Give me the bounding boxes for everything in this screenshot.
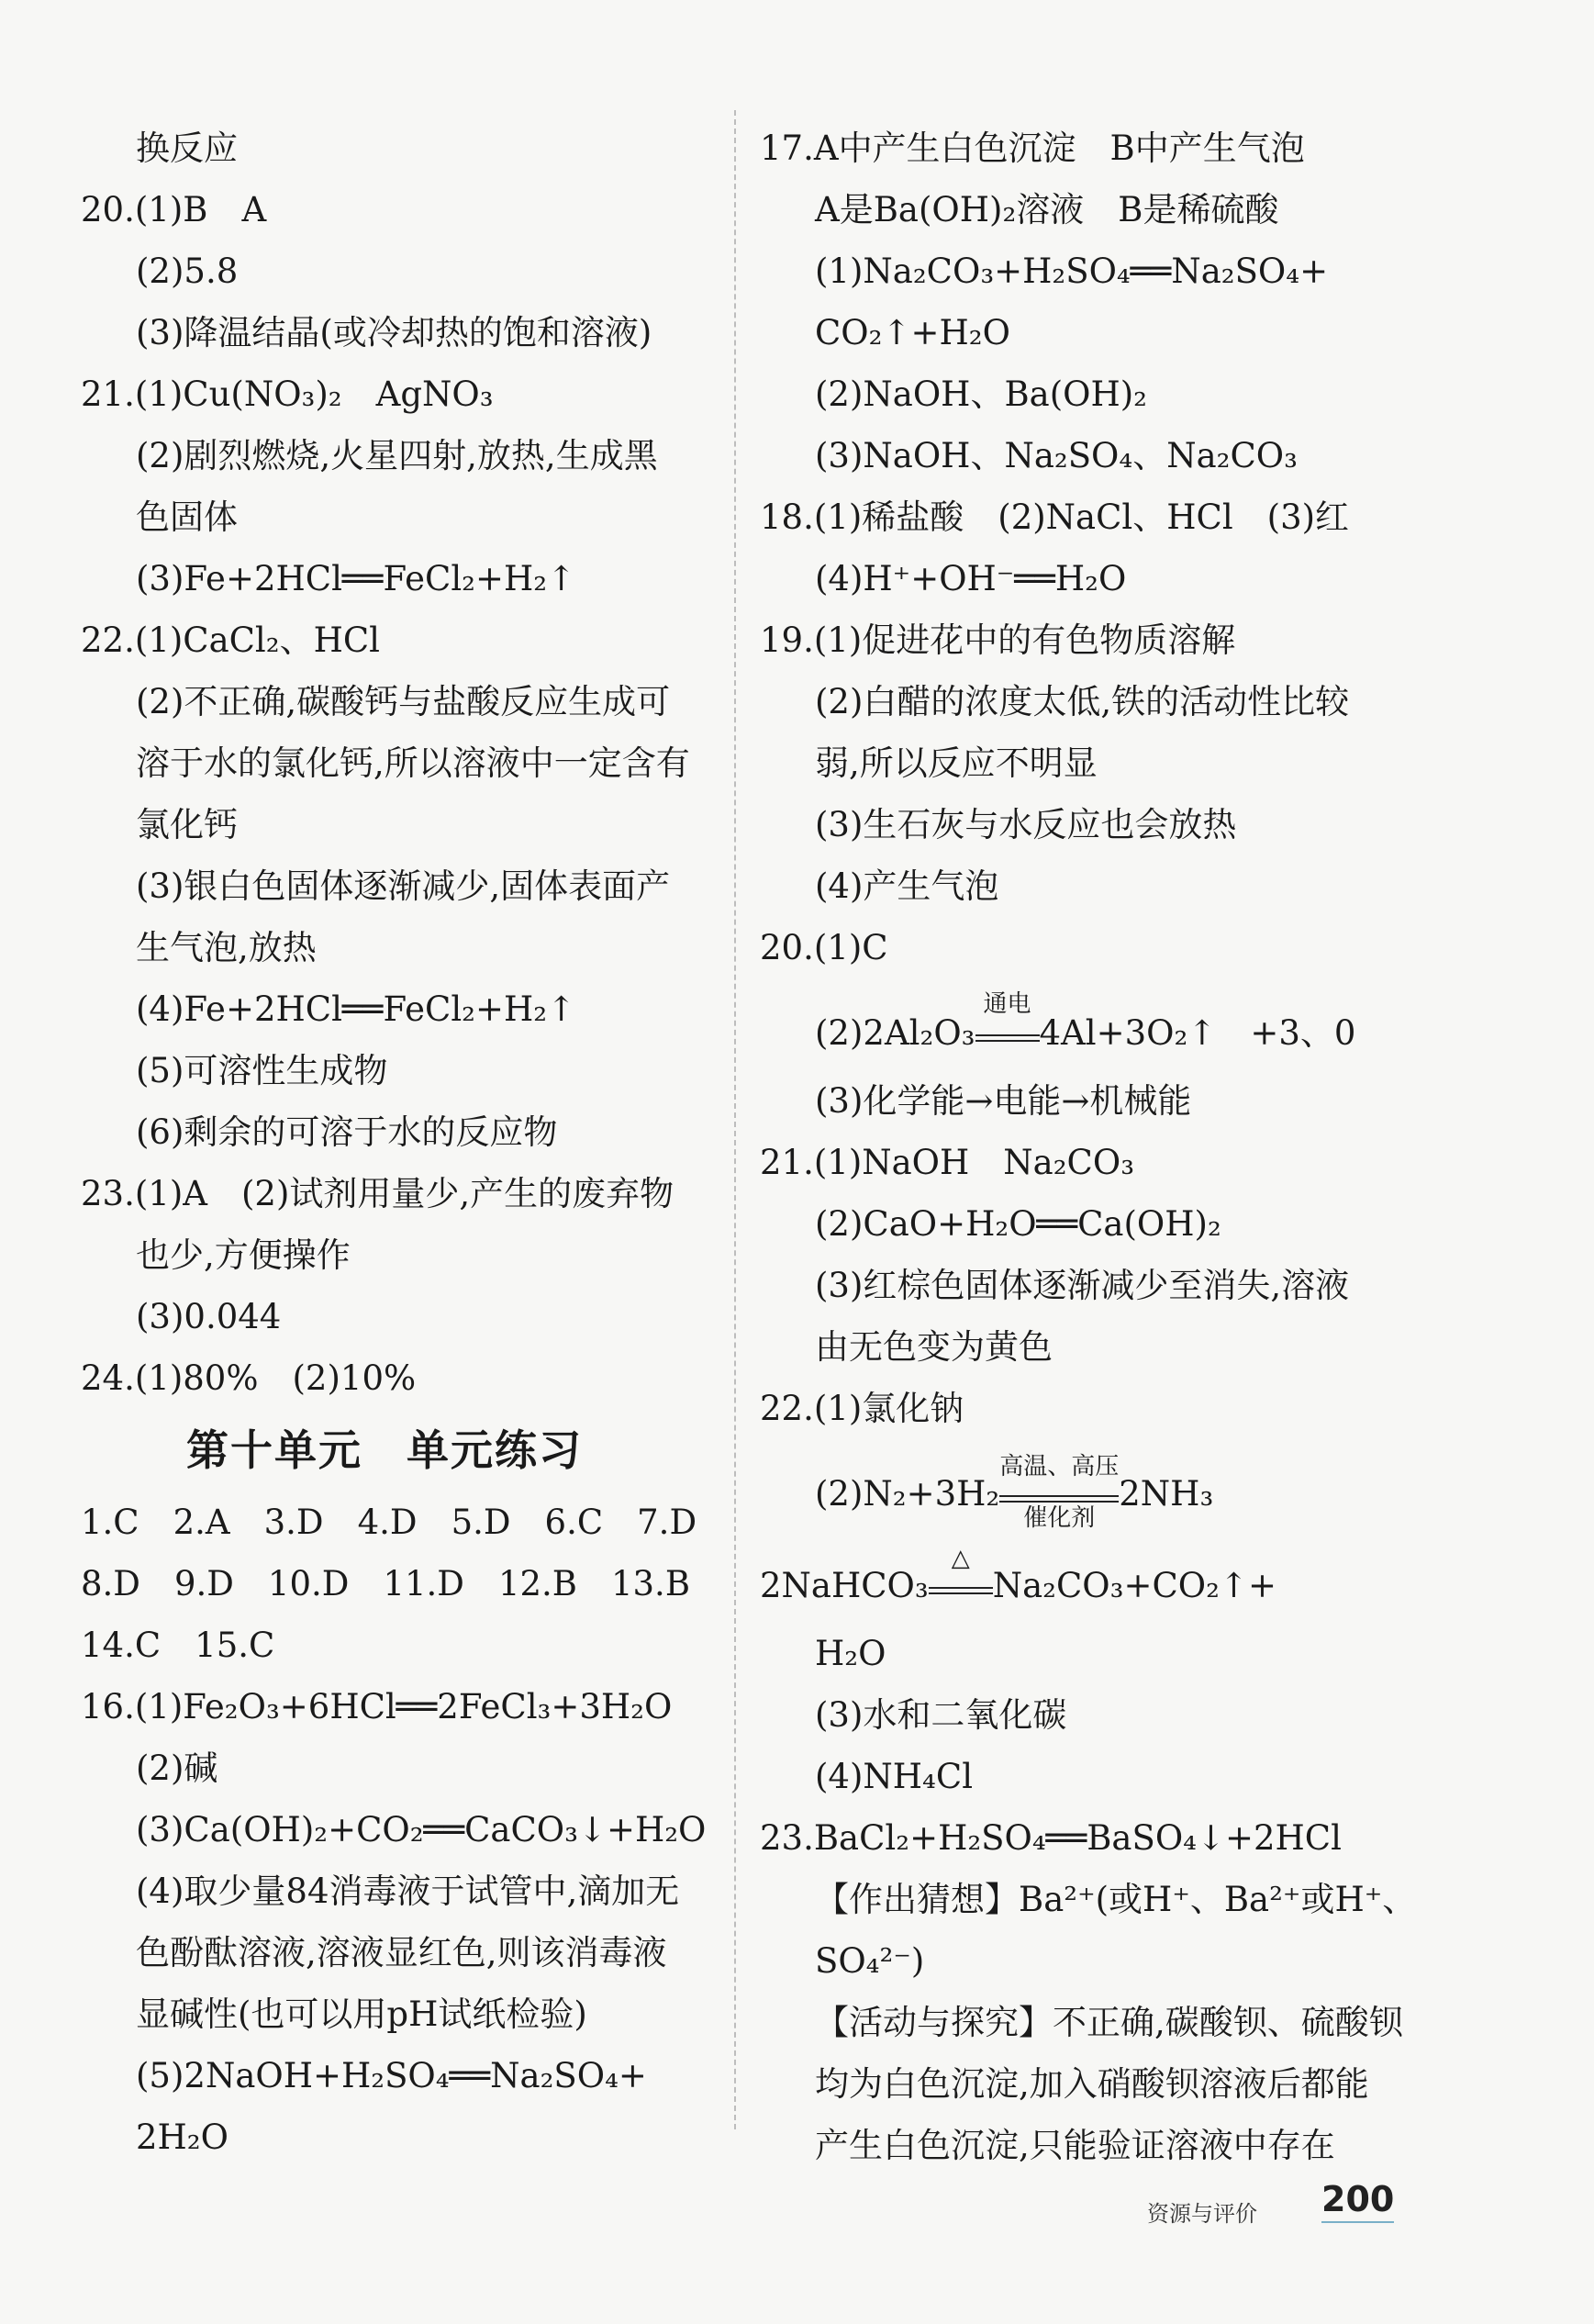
answer-line: (5)2NaOH+H₂SO₄══Na₂SO₄+ — [136, 2056, 647, 2095]
answer-line: 溶于水的氯化钙,所以溶液中一定含有 — [136, 743, 690, 783]
answer-line: 8.D 9.D 10.D 11.D 12.B 13.B — [81, 1564, 691, 1603]
equation-lhs: (2)N₂+3H₂ — [815, 1474, 1000, 1514]
answer-line: (3)生石灰与水反应也会放热 — [815, 805, 1237, 844]
equation-rhs: Na₂CO₃+CO₂↑+ — [992, 1566, 1276, 1605]
equation-20-2 — [760, 978, 1421, 1070]
equation-lhs: 2NaHCO₃ — [760, 1566, 929, 1605]
answer-line: 18.(1)稀盐酸 (2)NaCl、HCl (3)红 — [760, 497, 1350, 537]
answer-line: 23.BaCl₂+H₂SO₄══BaSO₄↓+2HCl — [760, 1818, 1342, 1858]
equation-lhs: (2)2Al₂O₃ — [815, 1013, 975, 1053]
column-divider — [734, 110, 736, 2129]
answer-line: (3)0.044 — [136, 1297, 282, 1336]
answer-line: (4)Fe+2HCl══FeCl₂+H₂↑ — [136, 989, 576, 1029]
answer-line: (2)剧烈燃烧,火星四射,放热,生成黑 — [136, 436, 658, 475]
answer-line: (3)银白色固体逐渐减少,固体表面产 — [136, 866, 671, 906]
answer-line: 21.(1)Cu(NO₃)₂ AgNO₃ — [81, 374, 494, 414]
answer-line: 【作出猜想】Ba²⁺(或H⁺、Ba²⁺或H⁺、 — [815, 1880, 1417, 1919]
answer-line: CO₂↑+H₂O — [815, 313, 1010, 352]
answer-line: (2)白醋的浓度太低,铁的活动性比较 — [815, 682, 1350, 721]
equation-22-2 — [760, 1439, 1421, 1531]
answer-line: 1.C 2.A 3.D 4.D 5.D 6.C 7.D — [81, 1503, 697, 1542]
answer-line: 19.(1)促进花中的有色物质溶解 — [760, 620, 1236, 660]
equation-22-2b — [760, 1531, 1421, 1623]
answer-line: 2H₂O — [136, 2117, 229, 2157]
answer-line: 均为白色沉淀,加入硝酸钡溶液后都能 — [815, 2064, 1369, 2104]
answer-line: 20.(1)B A — [81, 190, 267, 229]
answer-line: 24.(1)80% (2)10% — [81, 1358, 417, 1398]
answer-line: 17.A中产生白色沉淀 B中产生气泡 — [760, 128, 1305, 168]
answer-line: H₂O — [815, 1634, 886, 1673]
answer-line: (2)CaO+H₂O══Ca(OH)₂ — [815, 1204, 1221, 1244]
answer-line: 20.(1)C — [760, 928, 888, 967]
answer-line: 显碱性(也可以用pH试纸检验) — [136, 1994, 587, 2034]
section-title: 第十单元 单元练习 — [186, 1425, 583, 1475]
answer-line: (2)不正确,碳酸钙与盐酸反应生成可 — [136, 682, 671, 721]
answer-line: (6)剩余的可溶于水的反应物 — [136, 1112, 558, 1152]
answer-line: (2)5.8 — [136, 251, 239, 291]
answer-line: (3)化学能→电能→机械能 — [815, 1081, 1192, 1121]
answer-line: 16.(1)Fe₂O₃+6HCl══2FeCl₃+3H₂O — [81, 1687, 673, 1726]
answer-line: (3)NaOH、Na₂SO₄、Na₂CO₃ — [815, 436, 1298, 475]
answer-line: 也少,方便操作 — [136, 1235, 351, 1275]
answer-line: SO₄²⁻) — [815, 1941, 925, 1981]
answer-line: (3)降温结晶(或冷却热的饱和溶液) — [136, 313, 652, 352]
equation-rhs: 4Al+3O₂↑ +3、0 — [1039, 1013, 1356, 1053]
answer-line: 14.C 15.C — [81, 1626, 275, 1665]
answer-line: (4)产生气泡 — [815, 866, 999, 906]
answer-line: A是Ba(OH)₂溶液 B是稀硫酸 — [815, 190, 1279, 229]
answer-line: 产生白色沉淀,只能验证溶液中存在 — [815, 2126, 1335, 2165]
answer-line: (2)碱 — [136, 1749, 218, 1788]
reaction-condition: △ — [929, 1583, 993, 1594]
answer-line: 生气泡,放热 — [136, 928, 317, 967]
equation-rhs: 2NH₃ — [1119, 1474, 1214, 1514]
answer-line: (3)Ca(OH)₂+CO₂══CaCO₃↓+H₂O — [136, 1810, 707, 1849]
right-column — [760, 117, 1421, 2176]
left-column — [81, 117, 723, 2168]
answer-line: 换反应 — [136, 128, 238, 168]
footer-label: 资源与评价 — [1147, 2201, 1257, 2227]
answer-line: 氯化钙 — [136, 805, 238, 844]
answer-line: 23.(1)A (2)试剂用量少,产生的废弃物 — [81, 1174, 674, 1213]
answer-line: (4)H⁺+OH⁻══H₂O — [815, 559, 1127, 598]
reaction-condition: 通电 — [975, 1031, 1040, 1042]
answer-line: 色固体 — [136, 497, 238, 537]
answer-line: (3)水和二氧化碳 — [815, 1695, 1067, 1735]
answer-line: 【活动与探究】不正确,碳酸钡、硫酸钡 — [815, 2003, 1403, 2042]
answer-line: (3)红棕色固体逐渐减少至消失,溶液 — [815, 1266, 1350, 1305]
answer-line: (2)NaOH、Ba(OH)₂ — [815, 374, 1147, 414]
answer-line: 21.(1)NaOH Na₂CO₃ — [760, 1143, 1135, 1182]
answer-line: 22.(1)氯化钠 — [760, 1389, 964, 1428]
answer-line: 色酚酞溶液,溶液显红色,则该消毒液 — [136, 1933, 667, 1972]
answer-line: 由无色变为黄色 — [815, 1327, 1053, 1367]
answer-line: (1)Na₂CO₃+H₂SO₄══Na₂SO₄+ — [815, 251, 1329, 291]
answer-line: 弱,所以反应不明显 — [815, 743, 1098, 783]
answer-line: (4)NH₄Cl — [815, 1757, 974, 1796]
answer-line: (5)可溶性生成物 — [136, 1051, 388, 1090]
answer-line: (4)取少量84消毒液于试管中,滴加无 — [136, 1871, 680, 1911]
reaction-condition: 高温、高压 催化剂 — [999, 1452, 1120, 1532]
answer-line: (3)Fe+2HCl══FeCl₂+H₂↑ — [136, 559, 576, 598]
page-number: 200 — [1321, 2179, 1394, 2223]
answer-line: 22.(1)CaCl₂、HCl — [81, 620, 381, 660]
